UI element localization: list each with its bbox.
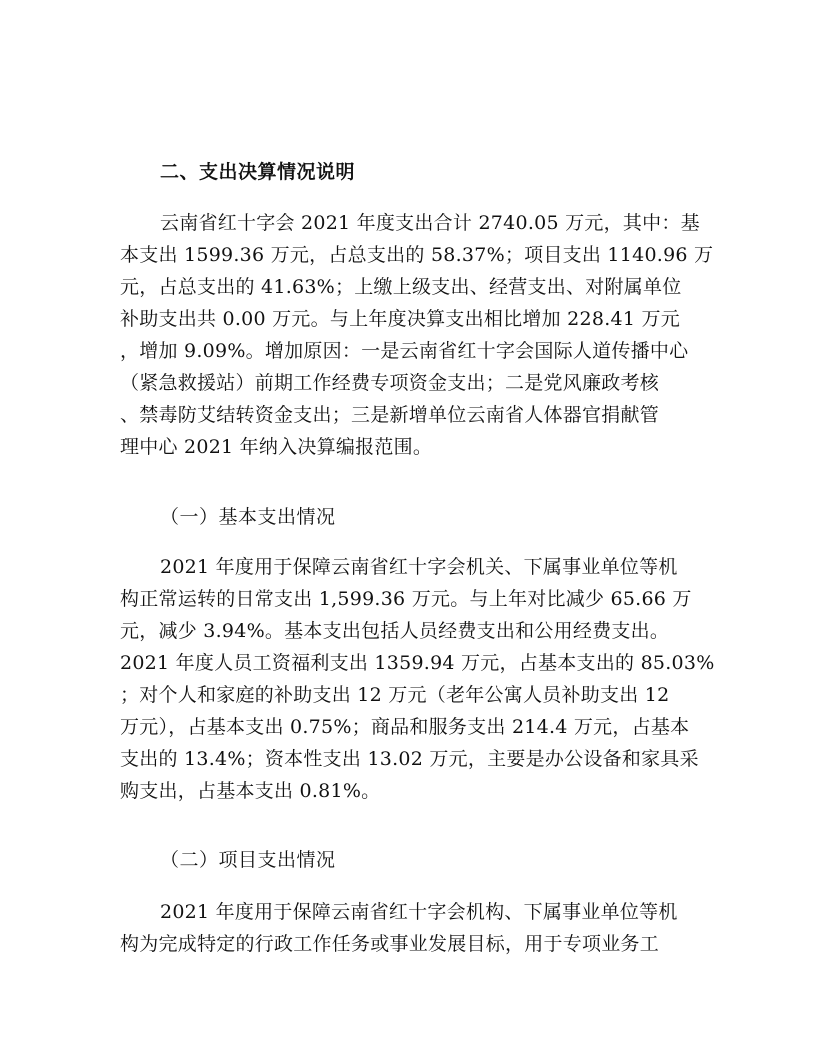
paragraph-line: 云南省红十字会 2021 年度支出合计 2740.05 万元，其中：基 (160, 212, 700, 234)
paragraph-line: 构为完成特定的行政工作任务或事业发展目标，用于专项业务工 (120, 933, 660, 955)
paragraph-line: 、禁毒防艾结转资金支出；三是新增单位云南省人体器官捐献管 (120, 404, 660, 426)
paragraph-line: ；对个人和家庭的补助支出 12 万元（老年公寓人员补助支出 12 (120, 684, 670, 706)
paragraph-line: 2021 年度人员工资福利支出 1359.94 万元，占基本支出的 85.03% (120, 652, 715, 674)
paragraph-basic-expenditure (120, 552, 715, 806)
paragraph-line: （紧急救援站）前期工作经费专项资金支出；二是党风廉政考核 (120, 372, 660, 394)
paragraph-expenditure-overview (120, 208, 714, 462)
paragraph-line: 补助支出共 0.00 万元。与上年度决算支出相比增加 228.41 万元 (120, 308, 680, 330)
section-heading-text: 二、支出决算情况说明 (160, 161, 356, 183)
paragraph-line: 元，占总支出的 41.63%；上缴上级支出、经营支出、对附属单位 (120, 276, 682, 298)
paragraph-line: ，增加 9.09%。增加原因：一是云南省红十字会国际人道传播中心 (120, 340, 689, 362)
paragraph-line: 本支出 1599.36 万元，占总支出的 58.37%；项目支出 1140.96 万 (120, 244, 714, 266)
paragraph-project-expenditure (120, 897, 695, 959)
section-heading (120, 157, 695, 187)
subheading-text: （二）项目支出情况 (160, 849, 336, 871)
subheading-basic-expenditure (120, 502, 695, 532)
subheading-project-expenditure (120, 845, 695, 875)
paragraph-line: 2021 年度用于保障云南省红十字会机构、下属事业单位等机 (160, 901, 678, 923)
paragraph-line: 元，减少 3.94%。基本支出包括人员经费支出和公用经费支出。 (120, 620, 670, 642)
paragraph-line: 支出的 13.4%；资本性支出 13.02 万元，主要是办公设备和家具采 (120, 748, 699, 770)
paragraph-line: 理中心 2021 年纳入决算编报范围。 (120, 436, 433, 458)
paragraph-line: 构正常运转的日常支出 1,599.36 万元。与上年对比减少 65.66 万 (120, 588, 692, 610)
paragraph-line: 万元），占基本支出 0.75%；商品和服务支出 214.4 万元，占基本 (120, 716, 690, 738)
paragraph-line: 购支出，占基本支出 0.81%。 (120, 780, 381, 802)
subheading-text: （一）基本支出情况 (160, 506, 336, 528)
paragraph-line: 2021 年度用于保障云南省红十字会机关、下属事业单位等机 (160, 556, 678, 578)
